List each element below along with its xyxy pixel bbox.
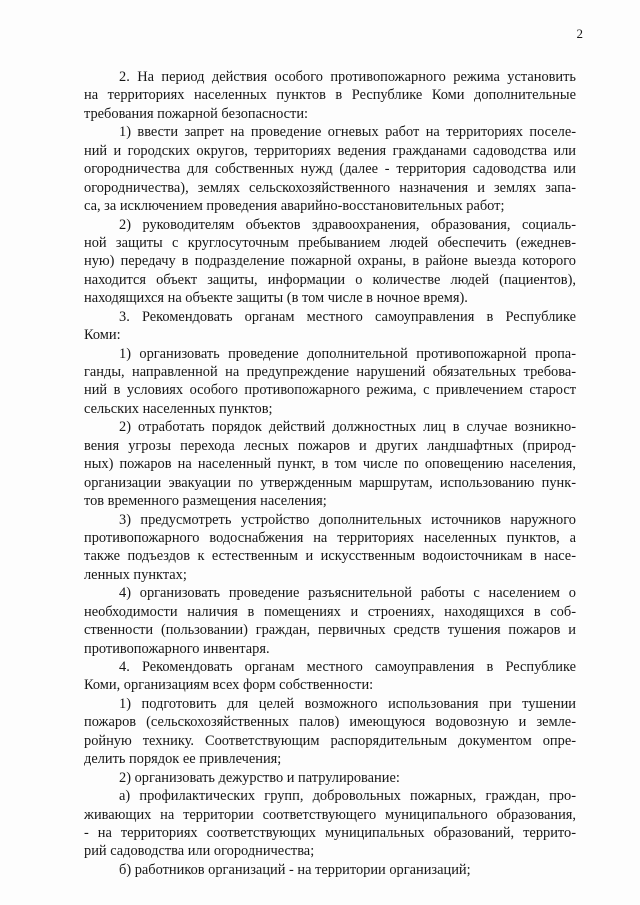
- text-line: 2. На период действия особого противопожарного режима установить: [119, 69, 576, 85]
- text-line: 1) организовать проведение дополнительной противопожарной пропа-: [119, 345, 576, 362]
- text-line: са, за исключением проведения аварийно-восстановительных работ;: [84, 198, 505, 215]
- text-line: рий садоводства или огородничества;: [84, 843, 315, 860]
- text-line: огородничества), землях сельскохозяйственного назначения и землях запа-: [84, 179, 576, 196]
- text-line: тов временного размещения населения;: [84, 493, 327, 510]
- text-line: противопожарного водоснабжения на территориях населенных пунктов, а: [84, 529, 576, 546]
- text-line: вения угрозы перехода лесных пожаров и других ландшафтных (природ-: [84, 437, 576, 454]
- text-line: противопожарного инвентаря.: [84, 640, 270, 657]
- text-line: также подъездов к естественным и искусственным водоисточникам в насе-: [84, 548, 576, 565]
- text-line: делить порядок ее привлечения;: [84, 751, 282, 768]
- text-line: ний и городских округов, территориях ведения гражданами садоводства или: [84, 142, 576, 159]
- text-line: 2) организовать дежурство и патрулирование:: [119, 769, 400, 786]
- text-line: а) профилактических групп, добровольных пожарных, граждан, про-: [119, 788, 576, 805]
- text-line: 3. Рекомендовать органам местного самоуправления в Республике: [119, 308, 576, 325]
- text-line: пожаров (сельскохозяйственных палов) имеющуюся водовозную и земле-: [84, 714, 576, 731]
- text-line: 4. Рекомендовать органам местного самоуправления в Республике: [119, 659, 576, 675]
- text-line: ных) пожаров на населенный пункт, в том числе по оповещению населения,: [84, 456, 576, 473]
- text-line: сельских населенных пунктов;: [84, 400, 273, 417]
- text-line: ной защиты с круглосуточным пребыванием людей обеспечить (ежеднев-: [84, 234, 576, 251]
- text-line: организации эвакуации по утвержденным маршрутам, использованию пунк-: [84, 474, 576, 491]
- text-line: Коми, организациям всех форм собственности:: [84, 677, 374, 694]
- text-line: б) работников организаций - на территории организаций;: [119, 861, 471, 878]
- text-line: огородничества для собственных нужд (далее - территория садоводства или: [84, 161, 576, 178]
- text-line: ганды, направленной на предупреждение нарушений обязательных требова-: [84, 364, 576, 380]
- text-line: 2) отработать порядок действий должностных лиц в случае возникно-: [119, 419, 576, 436]
- text-line: живающих на территории соответствующего муниципального образования,: [84, 806, 576, 823]
- text-line: Коми:: [84, 327, 121, 344]
- text-line: необходимости наличия в помещениях и строениях, находящихся в соб-: [84, 603, 576, 620]
- text-line: ройную технику. Соответствующим распорядительным документом опре-: [84, 732, 576, 749]
- text-line: находящихся на объекте защиты (в том числе в ночное время).: [84, 290, 468, 307]
- text-line: - на территориях соответствующих муниципальных образований, террито-: [84, 824, 576, 841]
- text-line: 1) ввести запрет на проведение огневых работ на территориях поселе-: [119, 124, 576, 141]
- text-line: находится объект защиты, информации о количестве людей (пациентов),: [84, 271, 576, 288]
- text-line: 1) подготовить для целей возможного использования при тушении: [119, 695, 576, 712]
- document-body: [84, 68, 576, 879]
- text-line: 4) организовать проведение разъяснительной работы с населением о: [119, 585, 576, 602]
- text-line: ленных пунктах;: [84, 566, 187, 583]
- text-line: требования пожарной безопасности:: [84, 105, 309, 122]
- text-line: 3) предусмотреть устройство дополнительных источников наружного: [119, 511, 576, 528]
- text-line: ний в условиях особого противопожарного режима, с привлечением старост: [84, 382, 576, 399]
- page-number: 2: [576, 26, 583, 41]
- text-line: на территориях населенных пунктов в Республике Коми дополнительные: [84, 87, 576, 104]
- text-line: ственности (пользовании) граждан, первичных средств тушения пожаров и: [84, 622, 576, 639]
- text-line: ную) передачу в подразделение пожарной охраны, в районе выезда которого: [84, 253, 576, 270]
- text-line: 2) руководителям объектов здравоохранения, образования, социаль-: [119, 216, 576, 233]
